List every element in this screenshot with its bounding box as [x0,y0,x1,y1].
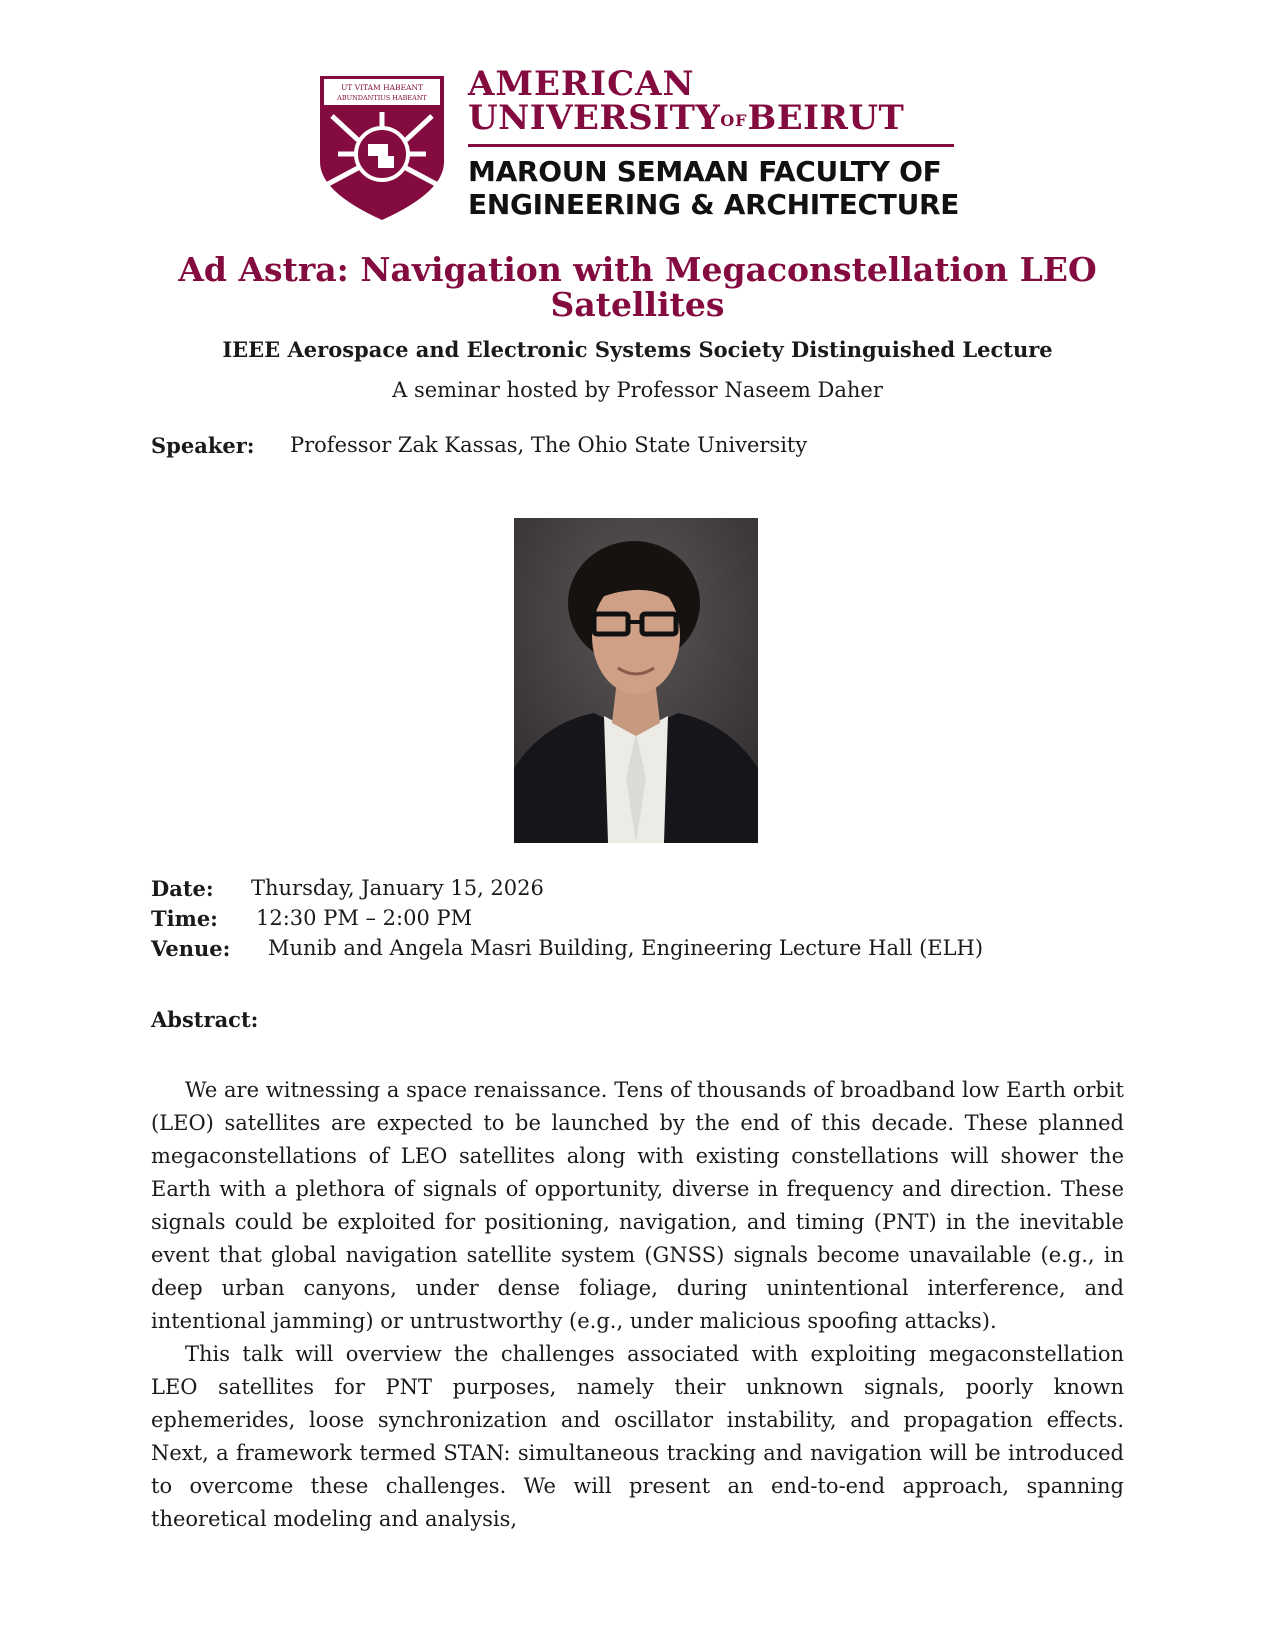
venue-label: Venue: [151,936,231,961]
abstract-heading: Abstract: [151,1007,259,1032]
event-title-line1: Ad Astra: Navigation with Megaconstellation LEO [178,250,1097,289]
time-label: Time: [151,906,218,931]
crest-motto-line2: ABUNDANTIUS HABEANT [337,94,427,102]
abstract-body [151,1074,1124,1536]
speaker-photo [514,518,758,843]
university-of: OF [720,111,748,130]
university-city: BEIRUT [747,98,905,138]
abstract-paragraph-2: This talk will overview the challenges associated with exploiting megaconstellation LEO satellites for PNT purposes, namely their unknown signals, poorly known ephemerides, loose synchronization and oscillator instability, and propagation effects. Next, a framework termed STAN: simultaneous tracking and navigation will be introduced to overcome these challenges. We will present an end-to-end approach, spanning theoretical modeling and analysis, [151,1342,1124,1531]
event-subtitle: IEEE Aerospace and Electronic Systems Society Distinguished Lecture [222,337,1053,362]
faculty-name-line1: MAROUN SEMAAN FACULTY OF [468,155,942,188]
faculty-name-line2: ENGINEERING & ARCHITECTURE [468,188,960,221]
event-host: A seminar hosted by Professor Naseem Daher [392,378,883,402]
university-name-line1: AMERICAN [468,64,695,104]
header-divider [468,144,954,147]
date-label: Date: [151,876,214,901]
speaker-label: Speaker: [151,433,255,458]
aub-crest-logo [318,74,446,222]
university-word: UNIVERSITY [468,98,721,138]
event-title [0,252,1275,322]
event-title-line2: Satellites [550,285,725,324]
date-value: Thursday, January 15, 2026 [251,876,544,900]
venue-value: Munib and Angela Masri Building, Engineering Lecture Hall (ELH) [268,936,984,960]
abstract-paragraph-1: We are witnessing a space renaissance. Tens of thousands of broadband low Earth orbit (LEO) satellites are expected to be launched by the end of this decade. These planned megaconstellations of LEO satellites along with existing constellations will shower the Earth with a plethora of signals of opportunity, diverse in frequency and direction. These signals could be exploited for positioning, navigation, and timing (PNT) in the inevitable event that global navigation satellite system (GNSS) signals become unavailable (e.g., in deep urban canyons, under dense foliage, during unintentional interference, and intentional jamming) or untrustworthy (e.g., under malicious spoofing attacks). [151,1078,1124,1333]
crest-motto-line1: UT VITAM HABEANT [340,83,424,92]
time-value: 12:30 PM – 2:00 PM [256,906,473,930]
university-name-line2 [468,100,904,139]
speaker-value: Professor Zak Kassas, The Ohio State University [290,433,808,457]
